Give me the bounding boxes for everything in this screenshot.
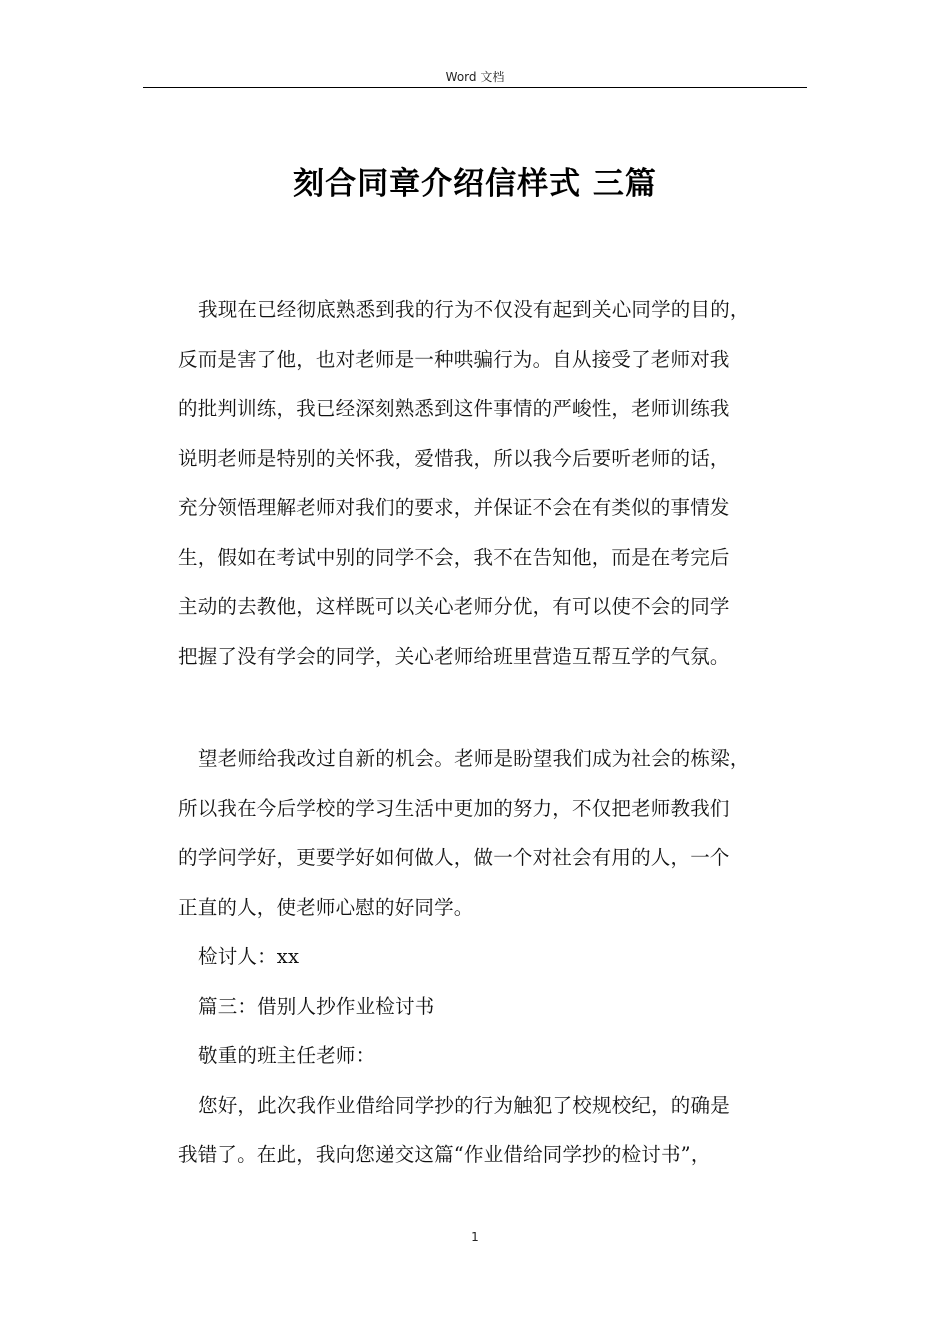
text-line: 的批判训练，我已经深刻熟悉到这件事情的严峻性，老师训练我 xyxy=(178,397,730,420)
paragraph-1 xyxy=(178,285,808,681)
text-line: 反而是害了他，也对老师是一种哄骗行为。自从接受了老师对我 xyxy=(178,347,730,371)
text-line: 把握了没有学会的同学，关心老师给班里营造互帮互学的气氛。 xyxy=(178,644,730,668)
text-line: 主动的去教他，这样既可以关心老师分优，有可以使不会的同学 xyxy=(178,595,730,618)
header-text: Word 文档 xyxy=(445,70,505,84)
header-divider xyxy=(143,87,807,88)
text-line: 说明老师是特别的关怀我，爱惜我，所以我今后要听老师的话， xyxy=(178,446,730,470)
paragraph-2 xyxy=(178,734,808,1180)
text-line: 所以我在今后学校的学习生活中更加的努力，不仅把老师教我们 xyxy=(178,796,730,820)
text-line: 望老师给我改过自新的机会。老师是盼望我们成为社会的栋梁， xyxy=(198,747,750,770)
text-line: 充分领悟理解老师对我们的要求，并保证不会在有类似的事情发 xyxy=(178,496,730,519)
text-line: 我错了。在此，我向您递交这篇“作业借给同学抄的检讨书”， xyxy=(178,1143,711,1166)
text-line: 您好，此次我作业借给同学抄的行为触犯了校规校纪，的确是 xyxy=(198,1093,730,1117)
salutation: 敬重的班主任老师： xyxy=(198,1044,376,1067)
section-heading: 篇三：借别人抄作业检讨书 xyxy=(198,994,435,1018)
text-line: 生，假如在考试中别的同学不会，我不在告知他，而是在考完后 xyxy=(178,545,730,569)
text-line: 的学问学好，更要学好如何做人，做一个对社会有用的人，一个 xyxy=(178,846,730,869)
signature: 检讨人：xx xyxy=(198,945,300,968)
document-title: 刻合同章介绍信样式 三篇 xyxy=(293,166,657,202)
text-line: 正直的人，使老师心慰的好同学。 xyxy=(178,895,474,919)
text-line: 我现在已经彻底熟悉到我的行为不仅没有起到关心同学的目的， xyxy=(198,298,750,321)
page-number: 1 xyxy=(471,1230,479,1244)
